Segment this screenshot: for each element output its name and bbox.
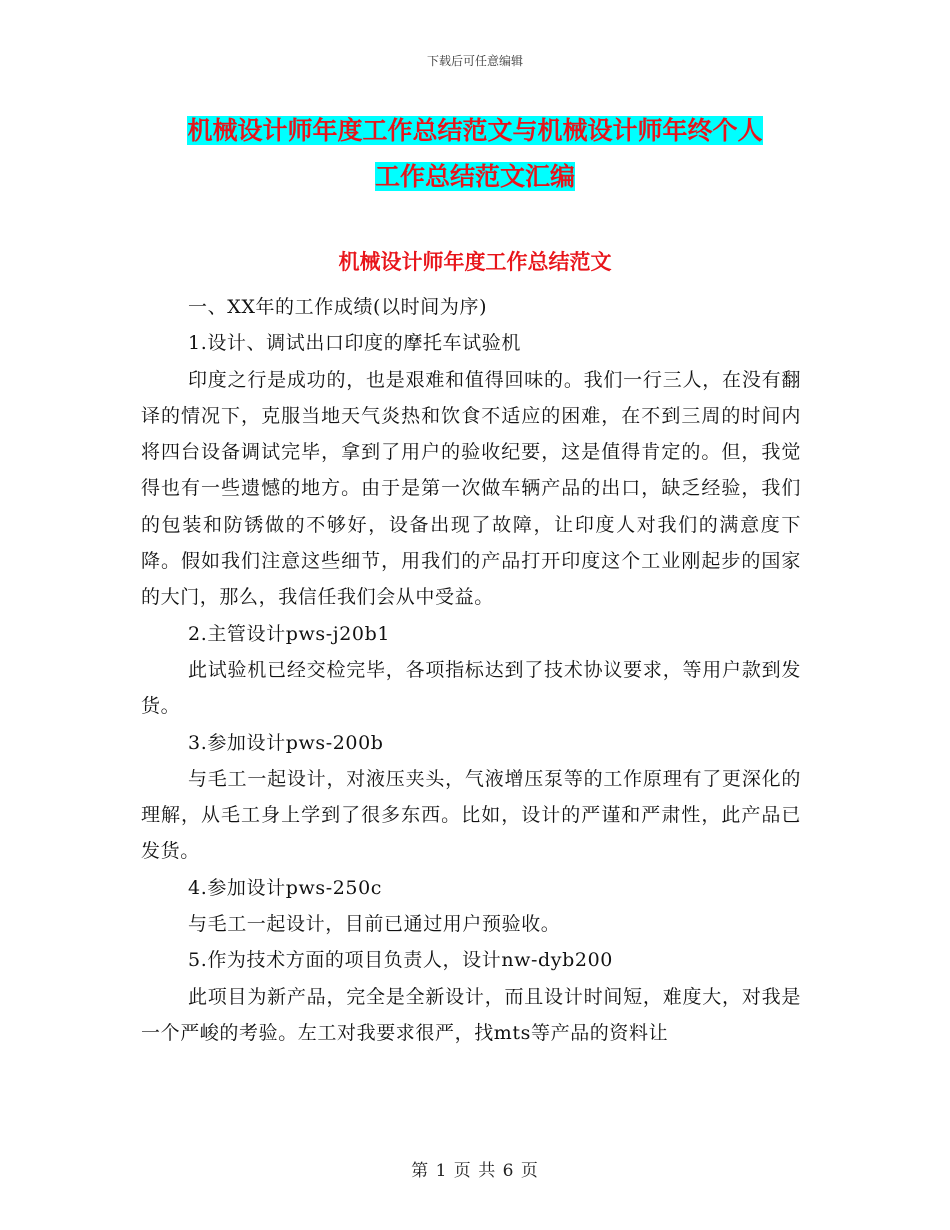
document-title xyxy=(140,108,810,200)
paragraph: 2.主管设计pws-j20b1 xyxy=(188,622,391,645)
document-title-line-2: 工作总结范文汇编 xyxy=(374,162,575,191)
paragraph: 一、XX年的工作成绩(以时间为序) xyxy=(188,296,488,318)
paragraph: 印度之行是成功的，也是艰难和值得回味的。我们一行三人，在没有翻译的情况下，克服当地天气炎热和饮食不适应的困难，在不到三周的时间内将四台设备调试完毕，拿到了用户的验收纪要，这是值得肯定的。但，我觉得也有一些遗憾的地方。由于是第一次做车辆产品的出口，缺乏经验，我们的包装和防锈做的不够好，设备出现了故障，让印度人对我们的满意度下降。假如我们注意这些细节，用我们的产品打开印度这个工业刚起步的国家的大门，那么，我信任我们会从中受益。 xyxy=(141,368,801,609)
paragraph: 与毛工一起设计，目前已通过用户预验收。 xyxy=(188,913,561,936)
paragraph: 此项目为新产品，完全是全新设计，而且设计时间短，难度大，对我是一个严峻的考验。左工对我要求很严，找mts等产品的资料让 xyxy=(141,985,801,1044)
paragraph: 4.参加设计pws-250c xyxy=(188,876,383,899)
section-title: 机械设计师年度工作总结范文 xyxy=(338,250,612,274)
paragraph: 3.参加设计pws-200b xyxy=(188,731,384,754)
page-number: 第 1 页 共 6 页 xyxy=(411,1161,539,1181)
paragraph: 此试验机已经交检完毕，各项指标达到了技术协议要求，等用户款到发货。 xyxy=(141,658,801,718)
paragraph: 与毛工一起设计，对液压夹头，气液增压泵等的工作原理有了更深化的理解，从毛工身上学到了很多东西。比如，设计的严谨和严肃性，此产品已发货。 xyxy=(141,767,801,863)
document-title-line-1: 机械设计师年度工作总结范文与机械设计师年终个人 xyxy=(187,116,763,145)
paragraph: 1.设计、调试出口印度的摩托车试验机 xyxy=(188,332,521,355)
header-note: 下载后可任意编辑 xyxy=(426,54,523,68)
paragraph: 5.作为技术方面的项目负责人，设计nw-dyb200 xyxy=(188,949,613,972)
document-body xyxy=(141,289,801,1051)
